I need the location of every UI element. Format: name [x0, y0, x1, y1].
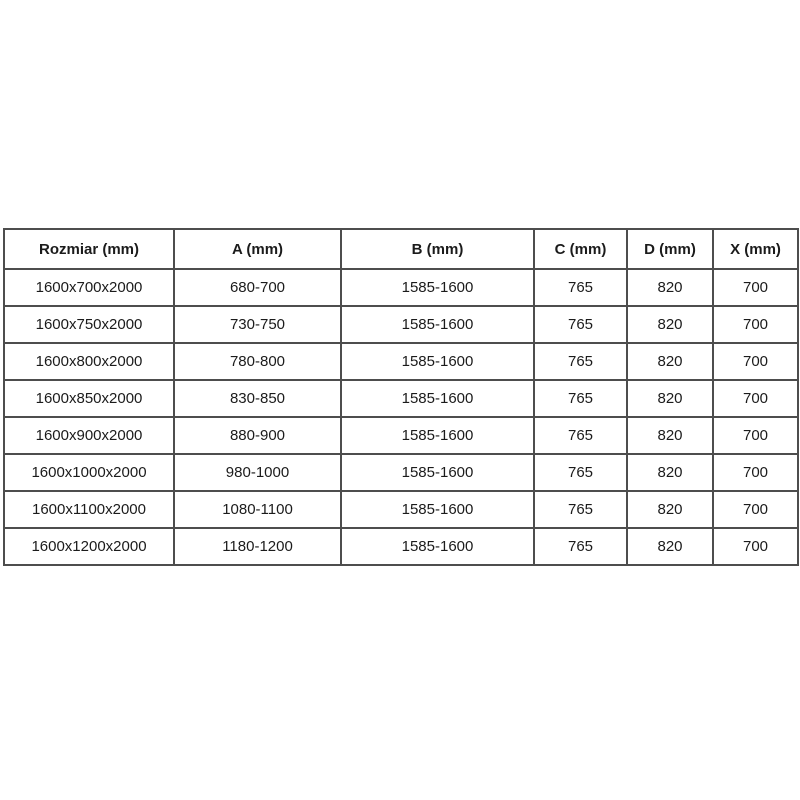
table-cell: 1600x1200x2000: [4, 528, 174, 565]
table-cell: 1585-1600: [341, 306, 534, 343]
table-row: [4, 306, 798, 343]
table-cell: 1600x750x2000: [4, 306, 174, 343]
table-cell: 820: [627, 454, 713, 491]
table-cell: 765: [534, 380, 627, 417]
table-cell: 680-700: [174, 269, 341, 306]
column-header-d: D (mm): [627, 229, 713, 269]
table-cell: 700: [713, 491, 798, 528]
table-row: [4, 491, 798, 528]
table-row: [4, 417, 798, 454]
column-header-c: C (mm): [534, 229, 627, 269]
table-cell: 1585-1600: [341, 380, 534, 417]
table-cell: 820: [627, 343, 713, 380]
table-cell: 820: [627, 306, 713, 343]
table-cell: 820: [627, 269, 713, 306]
size-spec-table-container: [3, 228, 797, 566]
table-cell: 765: [534, 269, 627, 306]
table-cell: 765: [534, 306, 627, 343]
table-cell: 820: [627, 380, 713, 417]
table-cell: 1600x800x2000: [4, 343, 174, 380]
table-cell: 765: [534, 491, 627, 528]
table-cell: 1585-1600: [341, 343, 534, 380]
table-cell: 1600x1100x2000: [4, 491, 174, 528]
table-cell: 730-750: [174, 306, 341, 343]
table-cell: 700: [713, 528, 798, 565]
table-cell: 880-900: [174, 417, 341, 454]
table-cell: 765: [534, 343, 627, 380]
size-spec-table: [3, 228, 799, 566]
table-cell: 1585-1600: [341, 417, 534, 454]
table-row: [4, 380, 798, 417]
table-cell: 1600x700x2000: [4, 269, 174, 306]
table-row: [4, 454, 798, 491]
table-row: [4, 528, 798, 565]
table-cell: 765: [534, 528, 627, 565]
table-cell: 820: [627, 417, 713, 454]
table-head: [4, 229, 798, 269]
table-cell: 820: [627, 528, 713, 565]
table-cell: 1180-1200: [174, 528, 341, 565]
table-cell: 1585-1600: [341, 491, 534, 528]
table-cell: 1080-1100: [174, 491, 341, 528]
table-body: [4, 269, 798, 565]
table-cell: 820: [627, 491, 713, 528]
table-cell: 700: [713, 306, 798, 343]
table-cell: 765: [534, 454, 627, 491]
column-header-b: B (mm): [341, 229, 534, 269]
column-header-rozmiar: Rozmiar (mm): [4, 229, 174, 269]
table-header-row: [4, 229, 798, 269]
table-cell: 1585-1600: [341, 528, 534, 565]
table-cell: 1585-1600: [341, 269, 534, 306]
table-cell: 700: [713, 343, 798, 380]
table-cell: 700: [713, 380, 798, 417]
column-header-x: X (mm): [713, 229, 798, 269]
table-cell: 700: [713, 454, 798, 491]
table-cell: 700: [713, 269, 798, 306]
table-cell: 700: [713, 417, 798, 454]
table-cell: 1585-1600: [341, 454, 534, 491]
table-cell: 780-800: [174, 343, 341, 380]
column-header-a: A (mm): [174, 229, 341, 269]
table-cell: 980-1000: [174, 454, 341, 491]
table-cell: 765: [534, 417, 627, 454]
table-cell: 1600x1000x2000: [4, 454, 174, 491]
table-cell: 1600x900x2000: [4, 417, 174, 454]
table-row: [4, 269, 798, 306]
table-cell: 1600x850x2000: [4, 380, 174, 417]
table-cell: 830-850: [174, 380, 341, 417]
table-row: [4, 343, 798, 380]
